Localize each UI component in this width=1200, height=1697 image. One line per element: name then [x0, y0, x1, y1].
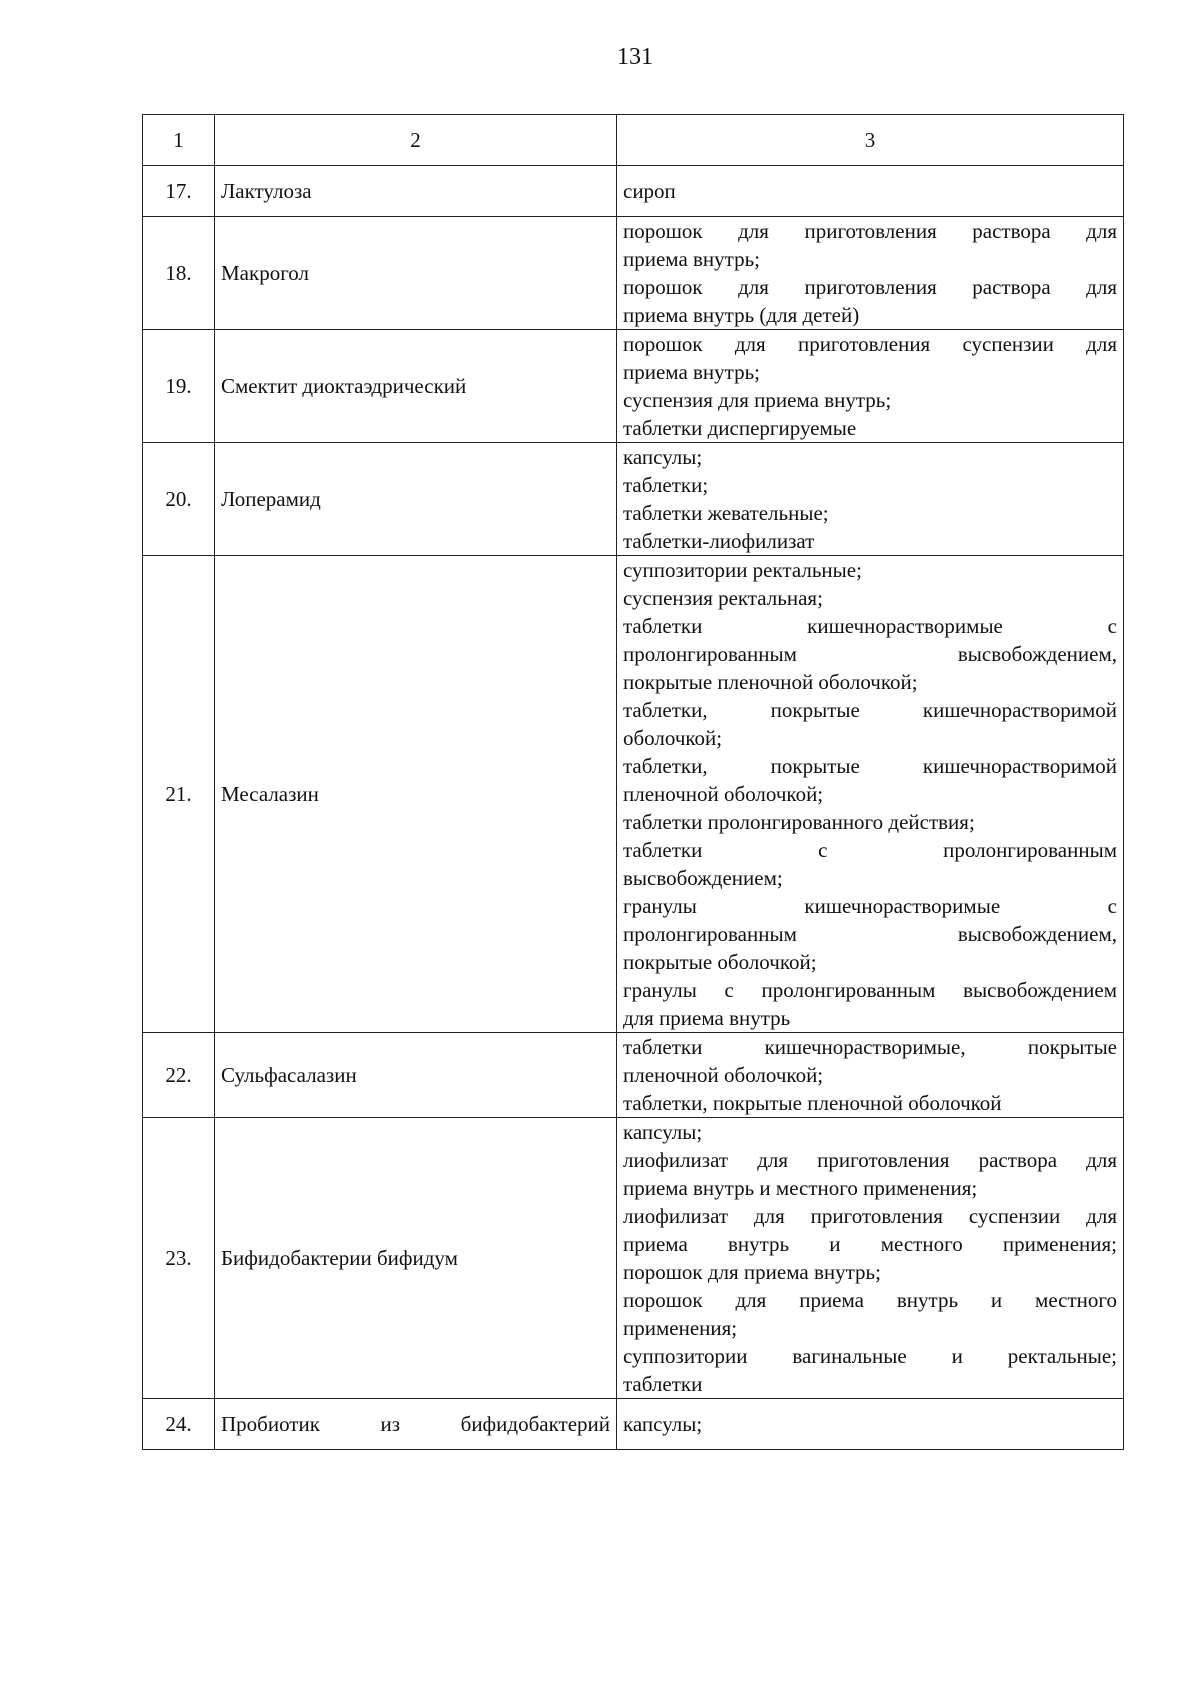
dosage-form-line: гранулы кишечнорастворимые с	[623, 894, 1117, 918]
dosage-form-line: таблетки	[623, 1372, 703, 1396]
drug-name: Макрогол	[215, 217, 617, 330]
page-number: 131	[617, 44, 653, 70]
row-number: 22.	[143, 1033, 215, 1118]
drug-name: Лоперамид	[215, 443, 617, 556]
header-col-2: 2	[215, 115, 617, 166]
table-row	[143, 217, 1124, 330]
dosage-forms	[617, 443, 1124, 556]
table-row	[143, 1118, 1124, 1399]
dosage-form-line: таблетки с пролонгированным	[623, 838, 1117, 862]
dosage-form-line: таблетки, покрытые кишечнорастворимой	[623, 698, 1117, 722]
table-header-row	[143, 115, 1124, 166]
dosage-forms	[617, 330, 1124, 443]
dosage-forms	[617, 1033, 1124, 1118]
dosage-form-line: порошок для приема внутрь и местного	[623, 1288, 1117, 1312]
dosage-form-line: покрытые оболочкой;	[623, 950, 817, 974]
dosage-form-line: порошок для приготовления раствора для	[623, 275, 1117, 299]
dosage-form-line: применения;	[623, 1316, 738, 1340]
row-number: 23.	[143, 1118, 215, 1399]
dosage-form-line: гранулы с пролонгированным высвобождением	[623, 978, 1117, 1002]
dosage-form-line: порошок для приготовления суспензии для	[623, 332, 1117, 356]
dosage-form-line: суспензия для приема внутрь;	[623, 388, 892, 412]
row-number: 19.	[143, 330, 215, 443]
dosage-form-line: пролонгированным высвобождением,	[623, 642, 1117, 666]
dosage-form-line: приема внутрь;	[623, 360, 761, 384]
drug-name: Лактулоза	[215, 166, 617, 217]
dosage-form-line: приема внутрь и местного применения;	[623, 1232, 1117, 1256]
table-row	[143, 556, 1124, 1033]
table-row	[143, 1399, 1124, 1450]
drug-name: Пробиотик из бифидобактерий	[215, 1399, 617, 1450]
table-row	[143, 166, 1124, 217]
dosage-form-line: суппозитории ректальные;	[623, 558, 862, 582]
dosage-form-line: таблетки;	[623, 473, 709, 497]
dosage-form-line: для приема внутрь	[623, 1006, 791, 1030]
dosage-form-line: сироп	[623, 179, 676, 203]
header-col-1: 1	[143, 115, 215, 166]
dosage-form-line: таблетки, покрытые кишечнорастворимой	[623, 754, 1117, 778]
dosage-form-line: лиофилизат для приготовления суспензии для	[623, 1204, 1117, 1228]
dosage-form-line: таблетки, покрытые пленочной оболочкой	[623, 1091, 1002, 1115]
dosage-form-line: покрытые пленочной оболочкой;	[623, 670, 918, 694]
row-number: 20.	[143, 443, 215, 556]
dosage-form-line: пленочной оболочкой;	[623, 1063, 824, 1087]
dosage-forms	[617, 1118, 1124, 1399]
dosage-form-line: таблетки кишечнорастворимые с	[623, 614, 1117, 638]
dosage-form-line: порошок для приема внутрь;	[623, 1260, 881, 1284]
dosage-form-line: таблетки пролонгированного действия;	[623, 810, 975, 834]
row-number: 17.	[143, 166, 215, 217]
dosage-form-line: оболочкой;	[623, 726, 723, 750]
row-number: 24.	[143, 1399, 215, 1450]
dosage-form-line: приема внутрь и местного применения;	[623, 1176, 978, 1200]
dosage-form-line: капсулы;	[623, 1120, 703, 1144]
dosage-form-line: пролонгированным высвобождением,	[623, 922, 1117, 946]
dosage-forms	[617, 166, 1124, 217]
row-number: 21.	[143, 556, 215, 1033]
row-number: 18.	[143, 217, 215, 330]
drug-name: Месалазин	[215, 556, 617, 1033]
dosage-form-line: лиофилизат для приготовления раствора для	[623, 1148, 1117, 1172]
dosage-form-line: капсулы;	[623, 445, 703, 469]
dosage-form-line: суппозитории вагинальные и ректальные;	[623, 1344, 1117, 1368]
dosage-forms	[617, 217, 1124, 330]
dosage-form-line: приема внутрь (для детей)	[623, 303, 860, 327]
dosage-form-line: таблетки жевательные;	[623, 501, 829, 525]
header-col-3: 3	[617, 115, 1124, 166]
drug-name: Сульфасалазин	[215, 1033, 617, 1118]
dosage-forms	[617, 556, 1124, 1033]
dosage-form-line: суспензия ректальная;	[623, 586, 823, 610]
medication-table	[142, 114, 1124, 1450]
dosage-form-line: таблетки кишечнорастворимые, покрытые	[623, 1035, 1117, 1059]
dosage-forms	[617, 1399, 1124, 1450]
table-row	[143, 1033, 1124, 1118]
table-row	[143, 443, 1124, 556]
dosage-form-line: таблетки диспергируемые	[623, 416, 857, 440]
table-row	[143, 330, 1124, 443]
dosage-form-line: порошок для приготовления раствора для	[623, 219, 1117, 243]
dosage-form-line: приема внутрь;	[623, 247, 761, 271]
dosage-form-line: таблетки-лиофилизат	[623, 529, 815, 553]
drug-name: Бифидобактерии бифидум	[215, 1118, 617, 1399]
dosage-form-line: капсулы;	[623, 1412, 703, 1436]
drug-name: Смектит диоктаэдрический	[215, 330, 617, 443]
dosage-form-line: пленочной оболочкой;	[623, 782, 824, 806]
dosage-form-line: высвобождением;	[623, 866, 783, 890]
